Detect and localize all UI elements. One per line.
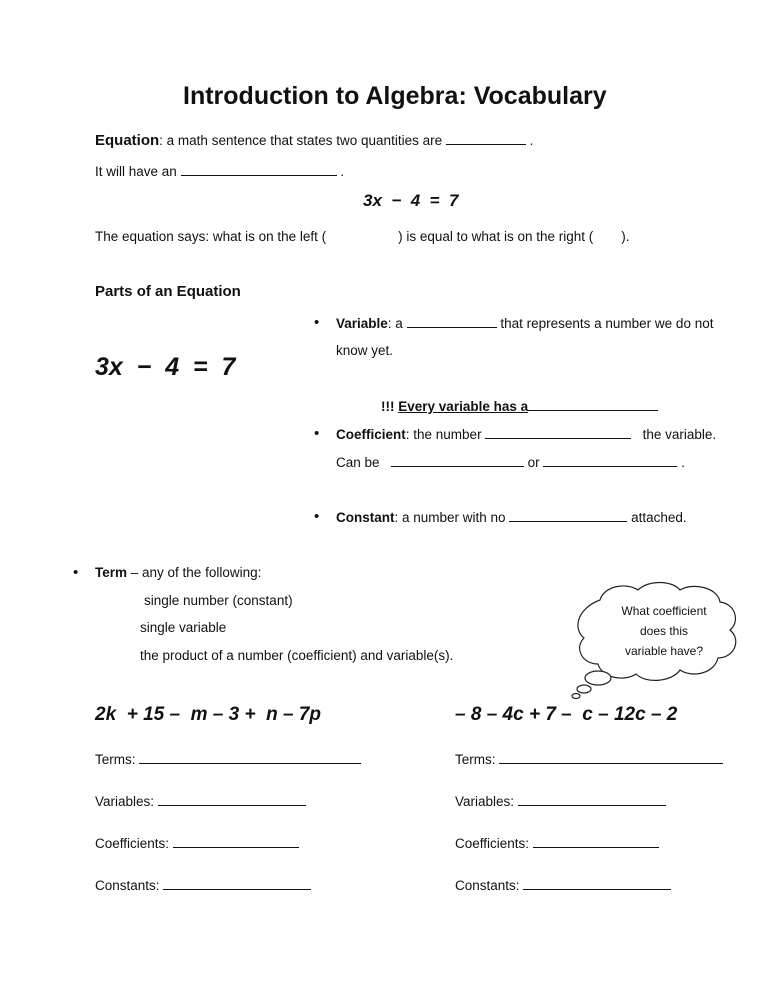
term-definition bbox=[95, 565, 261, 580]
coefficient-or: or bbox=[527, 455, 540, 470]
example-equation: 3x − 4 = 7 bbox=[363, 191, 459, 210]
blank-line[interactable] bbox=[407, 315, 497, 328]
thought-line-1: What coefficient bbox=[621, 604, 707, 618]
right-coefficients-line bbox=[455, 835, 659, 851]
coefficient-end: . bbox=[681, 455, 685, 470]
right-constants-line bbox=[455, 877, 671, 893]
right-variables-line bbox=[455, 793, 666, 809]
have-line-text: It will have an bbox=[95, 164, 177, 179]
coefficient-text2: the variable. bbox=[642, 427, 717, 442]
left-constants-line bbox=[95, 877, 311, 893]
variables-label: Variables: bbox=[95, 794, 155, 809]
variables-answer-input[interactable] bbox=[518, 793, 666, 806]
thought-line-2: does this bbox=[639, 624, 689, 638]
variable-text2: that represents a number we do not bbox=[500, 316, 714, 331]
variable-definition bbox=[336, 315, 713, 331]
left-coefficients-line bbox=[95, 835, 299, 851]
blank-line[interactable] bbox=[181, 163, 337, 176]
blank-line[interactable] bbox=[485, 426, 631, 439]
every-variable-prefix: !!! bbox=[381, 399, 395, 414]
expression-right: – 8 – 4c + 7 – c – 12c – 2 bbox=[455, 704, 678, 725]
left-variables-line bbox=[95, 793, 306, 809]
big-equation bbox=[95, 353, 235, 382]
term-item-1: single number (constant) bbox=[144, 593, 293, 608]
terms-label: Terms: bbox=[95, 752, 136, 767]
constants-answer-input[interactable] bbox=[523, 877, 671, 890]
big-equation-text: 3x − 4 = 7 bbox=[95, 353, 236, 381]
constants-answer-input[interactable] bbox=[163, 877, 311, 890]
have-line-end: . bbox=[340, 164, 345, 179]
blank-line[interactable] bbox=[509, 509, 627, 522]
says-part3: ). bbox=[621, 229, 630, 244]
thought-line-3: variable have? bbox=[624, 644, 704, 658]
says-line bbox=[95, 229, 630, 244]
coefficient-canbe-line bbox=[336, 454, 685, 470]
term-term: Term bbox=[95, 565, 128, 580]
constants-label: Constants: bbox=[455, 878, 520, 893]
constants-label: Constants: bbox=[95, 878, 160, 893]
have-line bbox=[95, 163, 344, 179]
blank-line[interactable] bbox=[543, 454, 677, 467]
every-variable-text: Every variable has a bbox=[398, 399, 529, 414]
constant-definition bbox=[336, 509, 687, 525]
variable-text3: know yet. bbox=[336, 343, 394, 358]
variable-term: Variable bbox=[336, 316, 388, 331]
term-item-3: the product of a number (coefficient) and variable(s). bbox=[140, 648, 454, 663]
blank-line[interactable] bbox=[528, 398, 658, 411]
coefficients-label: Coefficients: bbox=[455, 836, 530, 851]
equation-definition-end: . bbox=[529, 133, 534, 148]
thought-bubble-text bbox=[598, 601, 730, 661]
variables-answer-input[interactable] bbox=[158, 793, 306, 806]
equation-definition bbox=[95, 132, 533, 149]
left-terms-line bbox=[95, 751, 361, 767]
term-item-2: single variable bbox=[140, 620, 227, 635]
coefficient-definition bbox=[336, 426, 716, 442]
says-part2: ) is equal to what is on the right ( bbox=[398, 229, 594, 244]
page-title: Introduction to Algebra: Vocabulary bbox=[183, 82, 607, 110]
equation-term: Equation bbox=[95, 132, 160, 149]
constant-text1: : a number with no bbox=[394, 510, 506, 525]
coefficients-label: Coefficients: bbox=[95, 836, 170, 851]
coefficient-term: Coefficient bbox=[336, 427, 406, 442]
terms-answer-input[interactable] bbox=[139, 751, 361, 764]
variable-text1: : a bbox=[387, 316, 403, 331]
coefficient-canbe: Can be bbox=[336, 455, 380, 470]
coefficient-text1: : the number bbox=[405, 427, 482, 442]
equation-definition-text: : a math sentence that states two quantities are bbox=[159, 133, 443, 148]
constant-text2: attached. bbox=[631, 510, 687, 525]
every-variable-note bbox=[381, 398, 658, 414]
expression-left: 2k + 15 – m – 3 + n – 7p bbox=[95, 704, 322, 725]
parts-heading: Parts of an Equation bbox=[95, 283, 241, 300]
right-terms-line bbox=[455, 751, 723, 767]
blank-line[interactable] bbox=[391, 454, 524, 467]
terms-answer-input[interactable] bbox=[499, 751, 723, 764]
terms-label: Terms: bbox=[455, 752, 496, 767]
says-part1: The equation says: what is on the left ( bbox=[95, 229, 327, 244]
term-text: – any of the following: bbox=[127, 565, 262, 580]
coefficients-answer-input[interactable] bbox=[173, 835, 299, 848]
constant-term: Constant bbox=[336, 510, 395, 525]
blank-line[interactable] bbox=[446, 132, 526, 145]
coefficients-answer-input[interactable] bbox=[533, 835, 659, 848]
variables-label: Variables: bbox=[455, 794, 515, 809]
